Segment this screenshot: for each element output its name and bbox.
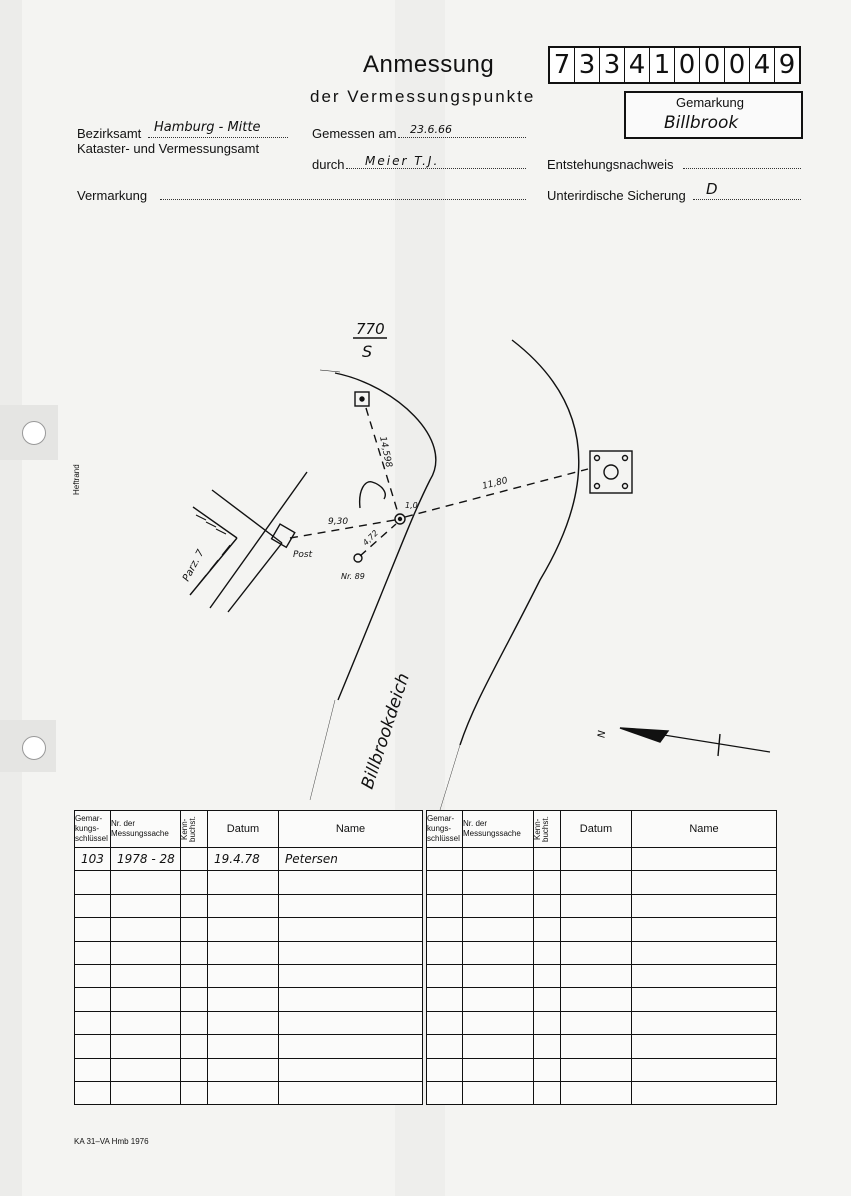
- faint-line-1: [310, 700, 335, 800]
- kataster-label: Kataster- und Vermessungsamt: [77, 141, 260, 156]
- dist-3-label: 9,30: [328, 517, 349, 527]
- table-row: [75, 871, 423, 894]
- table-cell-datum: [561, 988, 632, 1011]
- table-row: [427, 848, 777, 871]
- table-cell-gemarkung: [75, 1011, 111, 1034]
- table-row: [427, 988, 777, 1011]
- table-row: [427, 941, 777, 964]
- col-gemarkung-header: Gemar-kungs-schlüssel: [75, 811, 111, 848]
- table-row: [427, 964, 777, 987]
- table-cell-gemarkung: [75, 941, 111, 964]
- table-row: [75, 848, 423, 871]
- monument-large-center: [604, 465, 618, 479]
- table-cell-datum: [208, 1058, 279, 1081]
- gemarkung-value: Billbrook: [664, 113, 739, 133]
- table-row: [75, 918, 423, 941]
- table-cell-name: [632, 941, 777, 964]
- entstehung-label: Entstehungsnachweis: [547, 157, 674, 172]
- table-cell-gemarkung: [75, 1035, 111, 1058]
- table-cell-nr: [111, 964, 181, 987]
- table-cell-nr: [111, 1011, 181, 1034]
- id-digit: 7: [550, 48, 575, 82]
- table-cell-nr: [463, 1081, 534, 1104]
- table-cell-nr: [111, 941, 181, 964]
- table-cell-gemarkung: [427, 918, 463, 941]
- parcel-line-4: [212, 490, 282, 543]
- table-row: [75, 1058, 423, 1081]
- table-cell-datum: [208, 894, 279, 917]
- table-cell-name: [632, 871, 777, 894]
- col-kenn-header: Kenn-buchst.: [181, 811, 208, 848]
- hatch-4: [222, 545, 230, 555]
- id-digit: 0: [725, 48, 750, 82]
- north-arrow-head: [620, 728, 668, 742]
- table-cell-datum: [208, 1081, 279, 1104]
- table-row: [75, 941, 423, 964]
- table-row: [427, 871, 777, 894]
- road-curve-outer: [460, 340, 579, 745]
- table-cell-name: [279, 1035, 423, 1058]
- table-cell-name: [279, 1058, 423, 1081]
- form-title: Anmessung: [363, 51, 495, 78]
- table-cell-datum: [208, 988, 279, 1011]
- table-cell-nr: [111, 871, 181, 894]
- bezirksamt-value: Hamburg - Mitte: [154, 120, 261, 135]
- point-type: S: [362, 342, 373, 361]
- table-cell-kenn: [534, 1081, 561, 1104]
- table-cell-nr: [463, 848, 534, 871]
- col-nr-header-right: Nr. der Messungssache: [463, 811, 534, 848]
- table-cell-nr: [463, 918, 534, 941]
- table-cell-gemarkung: [75, 988, 111, 1011]
- table-row: [75, 988, 423, 1011]
- table-cell-kenn: [181, 941, 208, 964]
- table-row: [75, 1035, 423, 1058]
- table-cell-nr: [463, 941, 534, 964]
- col-nr-header: Nr. der Messungssache: [111, 811, 181, 848]
- table-cell-kenn: [534, 1035, 561, 1058]
- id-digit: 0: [700, 48, 725, 82]
- monument-square-large: [590, 451, 632, 493]
- table-cell-name: [279, 918, 423, 941]
- hatch-6: [198, 575, 206, 585]
- table-cell-kenn: [181, 848, 208, 871]
- table-cell-kenn: [534, 1058, 561, 1081]
- register-table-left: [74, 810, 423, 1105]
- hydrant-symbol: [360, 482, 386, 508]
- table-cell-gemarkung: [427, 1035, 463, 1058]
- faint-line-2: [440, 745, 460, 810]
- table-cell-gemarkung: [75, 871, 111, 894]
- table-cell-name: Petersen: [279, 848, 423, 871]
- table-cell-kenn: [181, 964, 208, 987]
- table-cell-nr: [111, 1081, 181, 1104]
- form-footer: KA 31–VA Hmb 1976: [74, 1137, 149, 1146]
- table-cell-gemarkung: [75, 964, 111, 987]
- table-cell-nr: [111, 1058, 181, 1081]
- table-cell-name: [279, 941, 423, 964]
- table-cell-kenn: [181, 1011, 208, 1034]
- north-label: N: [594, 729, 606, 739]
- table-cell-nr: [463, 964, 534, 987]
- table-cell-name: [632, 848, 777, 871]
- col-gemarkung-header-right: Gemar-kungs-schlüssel: [427, 811, 463, 848]
- table-cell-nr: [463, 894, 534, 917]
- table-cell-kenn: [181, 894, 208, 917]
- table-cell-kenn: [534, 964, 561, 987]
- table-cell-gemarkung: 103: [75, 848, 111, 871]
- table-cell-gemarkung: [427, 848, 463, 871]
- table-cell-gemarkung: [427, 988, 463, 1011]
- table-cell-datum: 19.4.78: [208, 848, 279, 871]
- table-cell-gemarkung: [427, 941, 463, 964]
- table-row: [427, 1035, 777, 1058]
- parcel-line-5: [228, 543, 282, 612]
- table-cell-nr: [111, 918, 181, 941]
- table-cell-name: [632, 1035, 777, 1058]
- table-cell-nr: [463, 988, 534, 1011]
- id-digit: 4: [625, 48, 650, 82]
- table-cell-gemarkung: [75, 918, 111, 941]
- dist-2-label: 11,80: [481, 475, 509, 492]
- table-cell-kenn: [534, 871, 561, 894]
- table-cell-kenn: [181, 1035, 208, 1058]
- table-cell-name: [279, 894, 423, 917]
- table-cell-nr: [463, 871, 534, 894]
- table-cell-gemarkung: [427, 1081, 463, 1104]
- table-cell-nr: [111, 894, 181, 917]
- table-cell-name: [279, 1081, 423, 1104]
- table-cell-kenn: [181, 1058, 208, 1081]
- table-cell-kenn: [534, 848, 561, 871]
- nr89-marker: [354, 554, 362, 562]
- table-cell-name: [632, 988, 777, 1011]
- id-digit: 9: [778, 50, 796, 80]
- table-cell-kenn: [181, 988, 208, 1011]
- id-digit: 3: [575, 48, 600, 82]
- table-cell-datum: [561, 1035, 632, 1058]
- point-number: 770: [356, 320, 385, 338]
- monument-large-c2: [623, 456, 628, 461]
- table-cell-datum: [561, 964, 632, 987]
- table-row: [75, 1081, 423, 1104]
- col-name-header: Name: [279, 811, 423, 848]
- durch-value: Meier T.J.: [365, 154, 440, 168]
- vermarkung-label: Vermarkung: [77, 188, 148, 203]
- table-row: [427, 1058, 777, 1081]
- table-cell-kenn: [534, 941, 561, 964]
- street-label: Billbrookdeich: [357, 670, 414, 792]
- gemessen-value: 23.6.66: [410, 123, 452, 136]
- post-label: Post: [293, 550, 313, 560]
- dist-4-label: 4,72: [361, 528, 381, 548]
- table-cell-kenn: [534, 918, 561, 941]
- dist-1-label: 14,598: [377, 435, 394, 469]
- table-cell-gemarkung: [427, 1011, 463, 1034]
- table-cell-kenn: [181, 1081, 208, 1104]
- parcel-line-1: [210, 472, 307, 608]
- durch-label: durch: [312, 157, 345, 172]
- survey-point-center: [399, 518, 402, 521]
- table-cell-datum: [561, 918, 632, 941]
- table-row: [75, 964, 423, 987]
- table-cell-nr: [463, 1035, 534, 1058]
- id-digit: 0: [675, 48, 700, 82]
- table-cell-nr: [111, 988, 181, 1011]
- table-cell-gemarkung: [427, 871, 463, 894]
- table-row: [75, 1011, 423, 1034]
- table-cell-name: [632, 964, 777, 987]
- road-curve-inner: [335, 373, 436, 700]
- dist-5-label: 1,0: [405, 501, 418, 510]
- road-edge-faint: [320, 370, 340, 372]
- table-cell-datum: [208, 1035, 279, 1058]
- table-cell-datum: [208, 964, 279, 987]
- table-cell-datum: [561, 871, 632, 894]
- col-datum-header: Datum: [208, 811, 279, 848]
- table-cell-name: [632, 1058, 777, 1081]
- table-cell-datum: [208, 1011, 279, 1034]
- north-arrow-tick: [718, 734, 720, 756]
- table-row: [427, 1081, 777, 1104]
- id-digit: 1: [650, 48, 675, 82]
- table-cell-kenn: [181, 918, 208, 941]
- table-cell-nr: [463, 1058, 534, 1081]
- post-square: [272, 524, 295, 547]
- table-cell-nr: [463, 1011, 534, 1034]
- table-cell-datum: [208, 941, 279, 964]
- sicherung-value: D: [706, 180, 718, 198]
- bezirksamt-label: Bezirksamt: [77, 126, 142, 141]
- table-cell-datum: [561, 894, 632, 917]
- id-digit: 3: [600, 48, 625, 82]
- table-cell-kenn: [534, 988, 561, 1011]
- table-cell-name: [279, 871, 423, 894]
- nr89-label: Nr. 89: [341, 572, 365, 581]
- table-row: [427, 918, 777, 941]
- table-cell-name: [632, 1081, 777, 1104]
- table-cell-kenn: [534, 894, 561, 917]
- table-cell-datum: [208, 918, 279, 941]
- sicherung-label: Unterirdische Sicherung: [547, 188, 686, 203]
- table-cell-name: [632, 918, 777, 941]
- table-cell-name: [279, 964, 423, 987]
- table-cell-name: [632, 1011, 777, 1034]
- gemarkung-label: Gemarkung: [676, 95, 744, 110]
- table-cell-name: [632, 894, 777, 917]
- table-cell-gemarkung: [75, 1058, 111, 1081]
- register-table-right: [426, 810, 777, 1105]
- table-cell-nr: [111, 1035, 181, 1058]
- table-cell-kenn: [181, 871, 208, 894]
- col-kenn-header-right: Kenn-buchst.: [534, 811, 561, 848]
- parcel-label: Parz. 7: [180, 548, 207, 584]
- table-cell-datum: [561, 1058, 632, 1081]
- table-cell-datum: [561, 1011, 632, 1034]
- col-name-header-right: Name: [632, 811, 777, 848]
- monument-large-c3: [595, 484, 600, 489]
- table-cell-datum: [561, 848, 632, 871]
- monument-large-c4: [623, 484, 628, 489]
- table-cell-gemarkung: [427, 1058, 463, 1081]
- table-cell-name: [279, 988, 423, 1011]
- id-digit: 4: [750, 48, 775, 82]
- table-cell-gemarkung: [427, 964, 463, 987]
- monument-dot-top: [360, 397, 364, 401]
- table-cell-gemarkung: [75, 894, 111, 917]
- table-cell-datum: [208, 871, 279, 894]
- table-cell-name: [279, 1011, 423, 1034]
- table-row: [427, 894, 777, 917]
- table-row: [427, 1011, 777, 1034]
- col-datum-header-right: Datum: [561, 811, 632, 848]
- table-cell-kenn: [534, 1011, 561, 1034]
- table-cell-datum: [561, 1081, 632, 1104]
- table-cell-gemarkung: [75, 1081, 111, 1104]
- monument-large-c1: [595, 456, 600, 461]
- table-cell-nr: 1978 - 28: [111, 848, 181, 871]
- table-cell-datum: [561, 941, 632, 964]
- form-subtitle: der Vermessungspunkte: [310, 87, 536, 106]
- gemessen-label: Gemessen am: [312, 126, 397, 141]
- parcel-line-2: [193, 507, 237, 538]
- table-row: [75, 894, 423, 917]
- heftrand-label: Heftrand: [72, 464, 81, 495]
- table-cell-gemarkung: [427, 894, 463, 917]
- hatch-5: [210, 560, 218, 570]
